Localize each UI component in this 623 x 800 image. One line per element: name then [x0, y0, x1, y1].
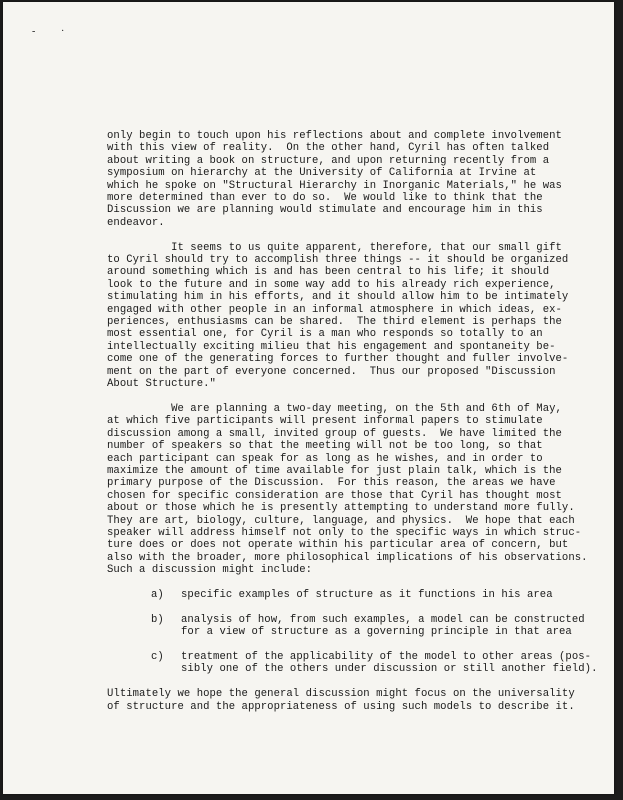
list-item [107, 588, 553, 601]
list-item-label: b) [151, 613, 164, 626]
document-page [3, 2, 614, 794]
paragraph-meeting-plan: We are planning a two-day meeting, on the 5th and 6th of May, at which five participants will present informal papers to stimulate discussion among a small, invited group of guests. We have limited the number of speakers so that the meeting will not be too long, so that each participant can speak for as long as he wishes, and in order to maximize the amount of time available for just plain talk, which is the primary purpose of the Discussion. For this reason, the areas we have chosen for specific consideration are those that Cyril has thought most about or those which he is presently attempting to understand more fully. They are art, biology, culture, language, and physics. We hope that each speaker will address himself not only to the specific ways in which struc- ture does or does not operate within his particular area of concern, but also with the broader, more philosophical implications of his observations. Such a discussion might include: [107, 402, 588, 577]
list-item-text: specific examples of structure as it functions in his area [181, 588, 553, 601]
discussion-topics-list [107, 588, 598, 676]
list-item-text: treatment of the applicability of the model to other areas (pos- sibly one of the others under discussion or still another field). [181, 650, 598, 676]
list-item-label: a) [151, 588, 164, 601]
list-item-label: c) [151, 650, 164, 663]
list-item-text: analysis of how, from such examples, a model can be constructed for a view of structure as a governing principle in that area [181, 613, 585, 639]
paragraph-gift: It seems to us quite apparent, therefore, that our small gift to Cyril should try to accomplish three things -- it should be organized around something which is and has been central to his life; it should look to the future and in some way add to his already rich experience, stimulating him in his efforts, and it should allow him to be intimately engaged with other people in an informal atmosphere in which ideas, ex- periences, enthusiasms can be shared. The third element is perhaps the most essential one, for Cyril is a man who responds so totally to an intellectually exciting milieu that his engagement and spontaneity be- come one of the generating forces to further thought and fuller involve- ment on the part of everyone concerned. Thus our proposed "Discussion About Structure." [107, 241, 569, 391]
list-item [107, 650, 598, 676]
paragraph-closing: Ultimately we hope the general discussion might focus on the universality of structure and the appropriateness of using such models to describe it. [107, 688, 575, 713]
corner-mark: · [61, 26, 65, 37]
typed-letter-body [107, 130, 598, 725]
paragraph-reflections: only begin to touch upon his reflections about and complete involvement with this view of reality. On the other hand, Cyril has often talked about writing a book on structure, and upon returning recently from a symposium on hierarchy at the University of California at Irvine at which he spoke on "Structural Hierarchy in Inorganic Materials," he was more determined than ever to do so. We would like to think that the Discussion we are planning would stimulate and encourage him in this endeavor. [107, 130, 562, 229]
list-item [107, 613, 585, 639]
corner-mark: - [32, 26, 36, 37]
